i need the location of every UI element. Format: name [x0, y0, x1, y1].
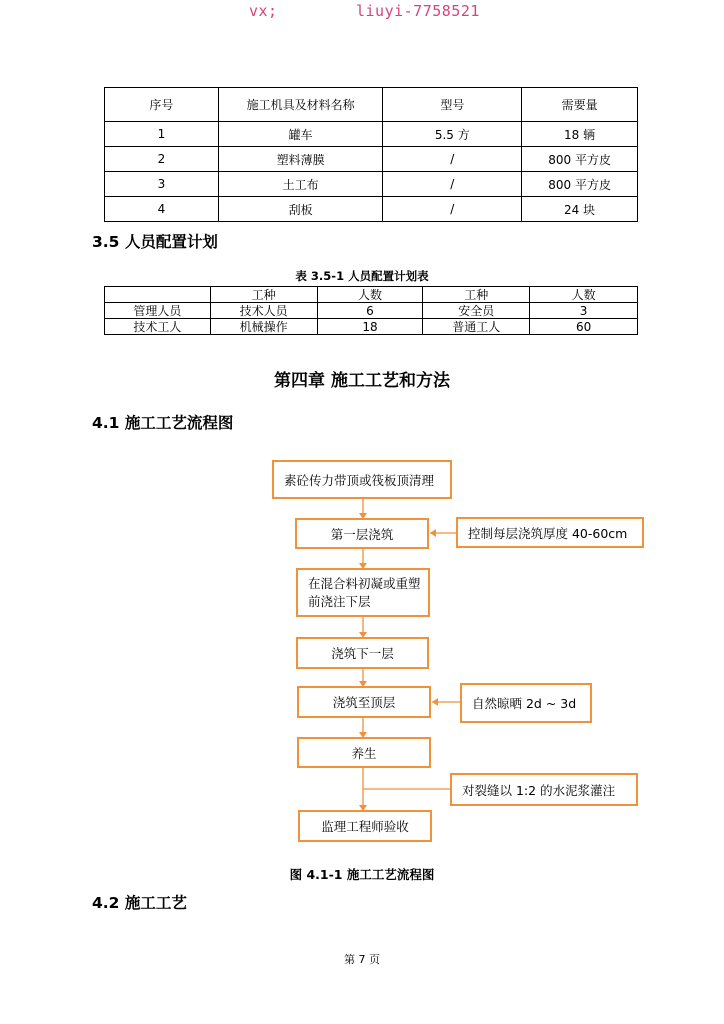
table-header-cell: 工种 [423, 287, 530, 303]
table-cell: / [383, 197, 522, 222]
table-header-cell: 施工机具及材料名称 [218, 88, 383, 122]
flow-note-layer-thickness: 控制每层浇筑厚度 40-60cm [456, 517, 644, 548]
watermark-vx: vx; [249, 2, 278, 20]
page-number: 第 7 页 [344, 953, 380, 966]
table-cell: 3 [105, 172, 219, 197]
table-cell: 18 辆 [522, 122, 638, 147]
table-cell: 60 [530, 319, 638, 335]
flow-step-top-layer: 浇筑至顶层 [297, 686, 431, 718]
flow-step-next-layer: 浇筑下一层 [296, 637, 429, 669]
table-cell: 4 [105, 197, 219, 222]
table-cell: 技术工人 [105, 319, 211, 335]
section-heading-4-2: 4.2 施工工艺 [92, 894, 187, 912]
arrow-head [430, 529, 436, 537]
table-header-cell: 人数 [317, 287, 423, 303]
table-cell: 安全员 [423, 303, 530, 319]
flow-step-cleanup: 素砼传力带顶或筏板顶清理 [272, 460, 452, 499]
section-heading-4-1: 4.1 施工工艺流程图 [92, 414, 234, 432]
staff-table-caption: 表 3.5-1 人员配置计划表 [295, 269, 429, 283]
table-cell: 罐车 [218, 122, 383, 147]
table-cell: 800 平方皮 [522, 172, 638, 197]
table-cell: 18 [317, 319, 423, 335]
table-header-cell: 序号 [105, 88, 219, 122]
chapter-title: 第四章 施工工艺和方法 [274, 371, 450, 391]
flow-step-first-pour: 第一层浇筑 [295, 518, 429, 549]
flow-step-curing: 养生 [297, 737, 431, 768]
section-heading-3-5: 3.5 人员配置计划 [92, 233, 218, 251]
table-header-cell: 需要量 [522, 88, 638, 122]
table-cell: 土工布 [218, 172, 383, 197]
arrow-head [432, 698, 438, 706]
table-header-cell: 工种 [210, 287, 317, 303]
table-cell: 6 [317, 303, 423, 319]
table-header-cell: 人数 [530, 287, 638, 303]
table-cell: 1 [105, 122, 219, 147]
table-cell: 塑料薄膜 [218, 147, 383, 172]
table-cell: / [383, 147, 522, 172]
table-cell: 24 块 [522, 197, 638, 222]
watermark-contact: liuyi-7758521 [356, 2, 480, 20]
table-header-cell: 型号 [383, 88, 522, 122]
table-cell: 800 平方皮 [522, 147, 638, 172]
flow-step-pour-before-set [296, 568, 430, 617]
table-cell: / [383, 172, 522, 197]
table-cell: 普通工人 [423, 319, 530, 335]
table-cell: 技术人员 [210, 303, 317, 319]
flow-note-crack-grouting: 对裂缝以 1:2 的水泥浆灌注 [450, 773, 638, 806]
flow-step-line: 在混合料初凝或重塑 [308, 575, 421, 591]
table-cell: 管理人员 [105, 303, 211, 319]
flow-step-acceptance: 监理工程师验收 [298, 810, 432, 842]
table-cell: 3 [530, 303, 638, 319]
table-cell: 5.5 方 [383, 122, 522, 147]
flow-step-line: 前浇注下层 [308, 593, 371, 609]
flowchart-caption: 图 4.1-1 施工工艺流程图 [289, 867, 435, 882]
flow-note-air-dry: 自然晾晒 2d ~ 3d [460, 683, 592, 723]
table-cell: 2 [105, 147, 219, 172]
table-cell: 刮板 [218, 197, 383, 222]
table-cell: 机械操作 [210, 319, 317, 335]
